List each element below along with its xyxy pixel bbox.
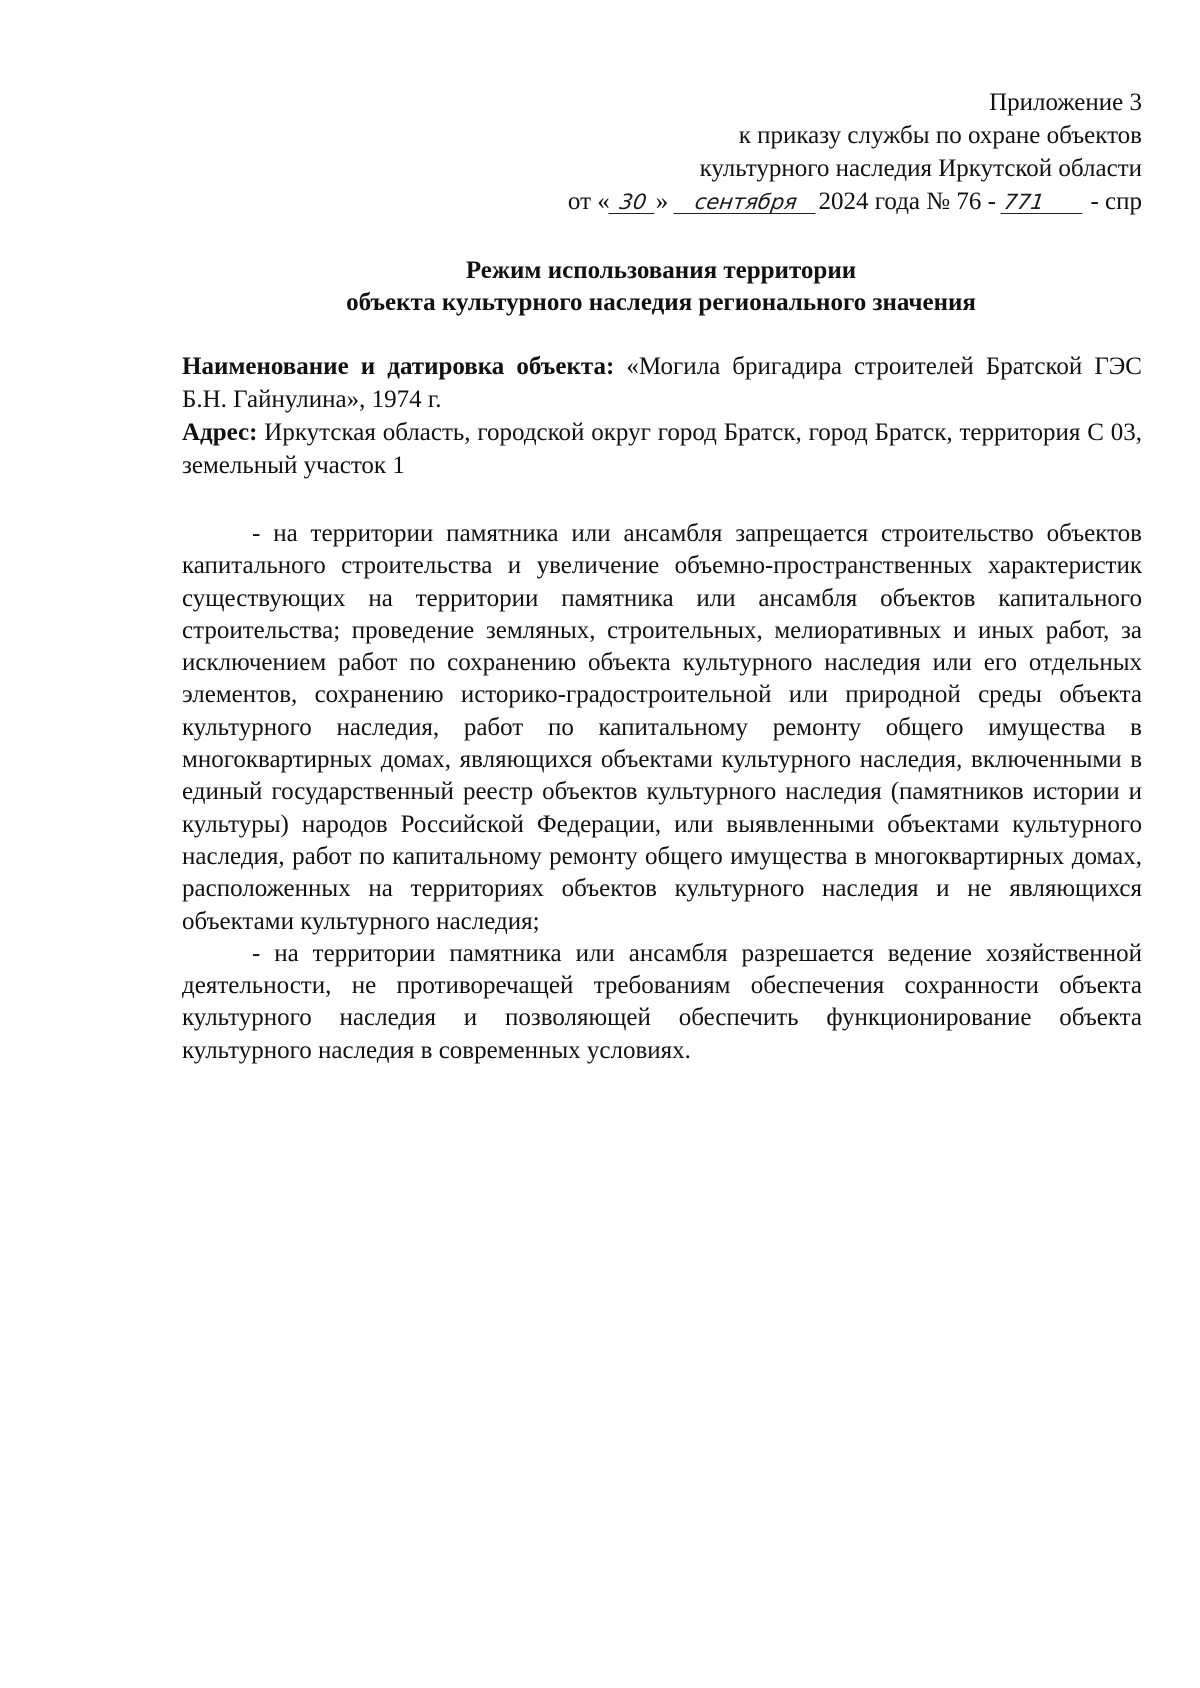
handwritten-order-number: 771 bbox=[1001, 191, 1086, 214]
date-prefix: от « bbox=[567, 188, 610, 215]
title-line-2: объекта культурного наследия регионального значения bbox=[346, 289, 976, 316]
object-name bbox=[182, 350, 1142, 416]
object-address bbox=[182, 416, 1142, 482]
object-name-value: «Могила бригадира строителей Братской ГЭС Б.Н. Гайнулина», 1974 г. bbox=[182, 353, 1142, 413]
object-name-label: Наименование и датировка объекта: bbox=[182, 353, 615, 380]
prohibition-paragraph: - на территории памятника или ансамбля запрещается строительство объектов капитального строительства и увеличение объемно-пространственных характеристик существующих на территории памятника или ансамбля объектов капитального строительства; проведение земляных, строительных, мелиоративных и иных работ, за исключением работ по сохранению объекта культурного наследия или его отдельных элементов, сохранению историко-градостроительной или природной среды объекта культурного наследия, работ по капитальному ремонту общего имущества в многоквартирных домах, являющихся объектами культурного наследия, включенными в единый государственный реестр объектов культурного наследия (памятников истории и культуры) народов Российской Федерации, или выявленными объектами культурного наследия, работ по капитальному ремонту общего имущества в многоквартирных домах, расположенных на территориях объектов культурного наследия и не являющихся объектами культурного наследия; bbox=[182, 520, 1142, 935]
title-line-1: Режим использования территории bbox=[465, 257, 857, 284]
date-year-and-number: 2024 года № 76 - bbox=[818, 188, 1003, 215]
order-date-line bbox=[430, 185, 1142, 218]
handwritten-day: 30 bbox=[608, 191, 657, 214]
order-suffix: - спр bbox=[1084, 188, 1142, 215]
order-reference-line2: культурного наследия Иркутской области bbox=[699, 155, 1142, 182]
permission-paragraph: - на территории памятника или ансамбля разрешается ведение хозяйственной деятельности, не противоречащей требованиям обеспечения сохранности объекта культурного наследия и позволяющей обеспечить функционирование объекта культурного наследия в современных условиях. bbox=[182, 939, 1142, 1064]
document-title bbox=[180, 255, 1142, 319]
address-value: Иркутская область, городской округ город Братск, город Братск, территория С 03, земельный участок 1 bbox=[182, 419, 1142, 479]
appendix-number: Приложение 3 bbox=[989, 89, 1142, 116]
address-label: Адрес: bbox=[182, 419, 258, 446]
date-mid: » bbox=[655, 188, 675, 215]
order-reference-line1: к приказу службы по охране объектов bbox=[738, 122, 1142, 149]
handwritten-month: сентября bbox=[673, 191, 818, 214]
object-info bbox=[182, 350, 1142, 482]
appendix-header bbox=[430, 86, 1142, 218]
regime-text bbox=[182, 518, 1142, 1067]
